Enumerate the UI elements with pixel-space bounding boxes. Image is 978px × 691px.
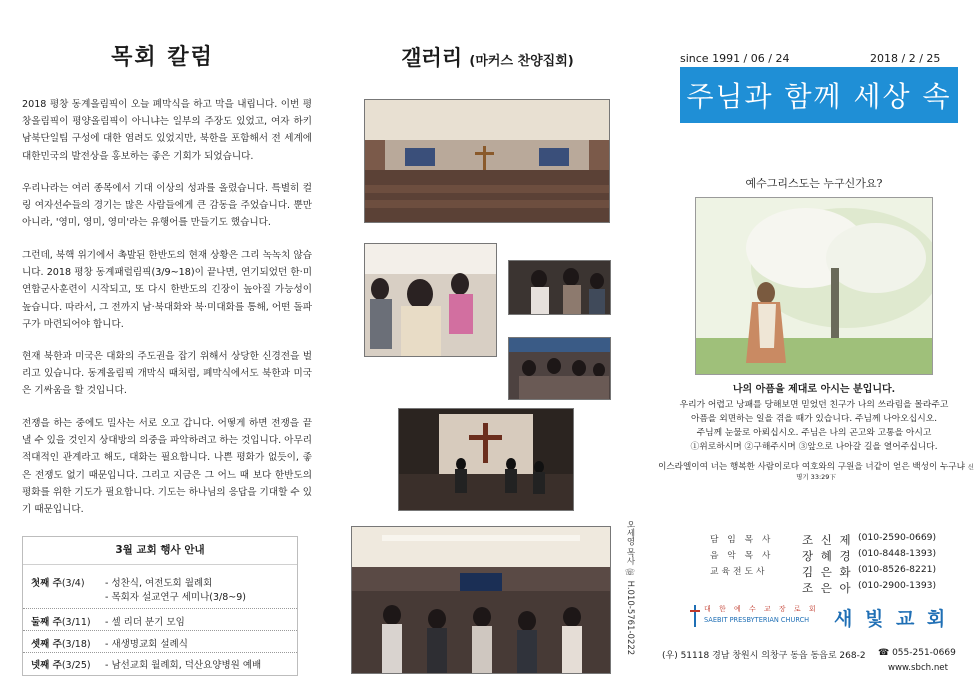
staff-row (710, 532, 970, 548)
staff-name: 조 은 아 (802, 581, 853, 595)
staff-role: 교육전도사 (710, 567, 768, 577)
column-paragraph-4: 현재 북한과 미국은 대화의 주도권을 잡기 위해서 상당한 신경전을 벌리고 있습니다. 동계올림픽 개막식 때처럼, 폐막식에서도 북한과 미국은 기싸움을 할 것입니다. (22, 351, 312, 397)
event-item: - 목회자 설교연구 세미나(3/8~9) (105, 592, 246, 603)
events-week-2 (31, 614, 95, 628)
divider (23, 608, 297, 609)
bulletin-message (650, 382, 978, 454)
bulletin-cover-panel (650, 0, 978, 691)
message-line-3: 주님께 눈물로 아뢰십시오. 주님은 나의 곤고와 고통을 아시고 (696, 428, 932, 438)
gallery-subtitle: (마커스 찬양집회) (469, 54, 574, 69)
staff-row (710, 548, 970, 564)
staff-list (710, 532, 970, 596)
gallery-photo-stage (398, 408, 574, 511)
scripture-quote (658, 460, 974, 482)
worship-image (509, 261, 610, 314)
column-title: 목회 칼럼 (111, 45, 214, 70)
message-line-1: 우리가 어렵고 낭패를 당해보면 믿었던 친구가 나의 쓰라림을 몰라주고 (679, 400, 949, 410)
week-label: 셋째 주 (31, 639, 62, 650)
church-english-name: SAEBIT PRESBYTERIAN CHURCH (704, 616, 810, 624)
pastor-column-panel (0, 0, 325, 691)
events-items-1 (105, 575, 295, 603)
church-logo-icon (690, 605, 700, 627)
gallery-title (325, 42, 650, 72)
worship-image (365, 244, 496, 356)
gallery-photo-worship-3 (508, 337, 611, 400)
quote-text: 이스라엘이여 너는 행복한 사람이로다 여호와의 구원을 너같이 얻은 백성이 누구냐 (658, 462, 965, 472)
events-week-1 (31, 575, 95, 589)
events-items-2 (105, 614, 295, 628)
motto-banner (680, 67, 958, 153)
staff-row (710, 564, 970, 580)
staff-phone: (010-2900-1393) (858, 580, 937, 591)
staff-role: 담 임 목 사 (710, 535, 774, 545)
event-item: - 성찬식, 여전도회 월례회 (105, 578, 213, 589)
gallery-photo-congregation (351, 526, 611, 674)
events-week-3 (31, 636, 95, 650)
staff-name: 장 혜 경 (802, 549, 853, 563)
phone-text: ☎ 055-251-0669 (878, 648, 956, 658)
week-date: (3/11) (61, 617, 91, 628)
question-heading: 예수그리스도는 누구신가요? (745, 177, 883, 190)
staff-row (710, 580, 970, 596)
column-paragraph-5: 전쟁을 하는 중에도 밀사는 서로 오고 갑니다. 어떻게 하면 전쟁을 끝낼 수 있을 것인지 상대방의 의중을 파악하려고 하는 것입니다. 아무리 적대적인 관계라고 해도, 대화는 필요합니다. 나쁜 평화가 없듯이, 좋은 전쟁도 없기 때문입니다. 그리고 지금은 그 어느 때 보다 한반도의 평화를 위한 기도가 필요합니다. 기도는 하나님의 응답을 기대할 수 있기 때문입니다. (22, 418, 312, 516)
message-line-4: ①위로하시며 ②구해주시며 ③앞으로 나아갈 길을 열어주십니다. (690, 442, 938, 452)
gallery-photo-sanctuary (364, 99, 610, 223)
bulletin-date: 2018 / 2 / 25 (870, 52, 941, 65)
gallery-photo-worship-1 (364, 243, 497, 357)
week-date: (3/18) (61, 639, 91, 650)
jesus-image (696, 198, 932, 374)
jesus-illustration (695, 197, 933, 375)
staff-name: 김 은 화 (802, 565, 853, 579)
church-website: www.sbch.net (888, 663, 948, 673)
church-address (662, 648, 956, 661)
column-paragraph-2: 우리나라는 여러 종목에서 기대 이상의 성과를 올렸습니다. 특별히 컬링 여자선수들의 경기는 많은 사람들에게 큰 감동을 주었습니다. 뿐만 아니라, '영미, 영미, 영미'라는 유행어를 만들기도 했습니다. (22, 183, 312, 229)
event-item: - 새생명교회 설례식 (105, 639, 188, 650)
church-identity (690, 602, 970, 632)
sanctuary-image (365, 100, 609, 222)
divider (23, 630, 297, 631)
staff-role: 음 악 목 사 (710, 551, 774, 561)
denomination-label: 대 한 예 수 교 장 로 회 (704, 605, 819, 613)
contact-vertical-note: 오세영 목사 ☏ H.010-5761-0222 (625, 520, 635, 656)
week-label: 첫째 주 (31, 578, 62, 589)
event-item: - 남선교회 월례회, 덕산요양병원 예배 (105, 660, 262, 671)
stage-image (399, 409, 573, 510)
staff-name: 조 신 제 (802, 533, 853, 547)
divider (23, 652, 297, 653)
column-paragraph-3: 그런데, 북핵 위기에서 촉발된 한반도의 현재 상황은 그리 녹녹치 않습니다. 2018 평창 동계패럴림픽(3/9~18)이 끝나면, 연기되었던 한·미 연합군사훈련이 시작되고, 또 다시 한반도의 긴장이 높아질 가능성이 높습니다. 따라서, 그 전까지 남·북대화와 북·미대화를 통해, 어떤 돌파구가 마련되어야 합니다. (22, 250, 312, 330)
staff-phone: (010-8526-8221) (858, 564, 937, 575)
event-item: - 셀 리더 분기 모임 (105, 617, 185, 628)
week-date: (3/4) (61, 578, 85, 589)
march-events-box (22, 536, 298, 676)
motto-text: 주님과 함께 세상 속으로 (686, 80, 952, 153)
quote-reference: 신명기 33:29下 (796, 463, 974, 481)
week-label: 둘째 주 (31, 617, 62, 628)
congregation-image (352, 527, 610, 673)
week-date: (3/25) (61, 660, 91, 671)
week-label: 넷째 주 (31, 660, 62, 671)
church-name: 새 빛 교 회 (834, 608, 949, 630)
worship-image (509, 338, 610, 399)
events-items-4 (105, 657, 295, 671)
address-text: (우) 51118 경남 창원시 의창구 동읍 동읍로 268-2 (662, 651, 866, 661)
since-date: since 1991 / 06 / 24 (680, 52, 790, 65)
message-line-2: 아픔을 외면하는 일을 겪을 때가 있습니다. 주님께 나아오십시오. (690, 414, 938, 424)
staff-phone: (010-2590-0669) (858, 532, 937, 543)
message-heading: 나의 아픔을 제대로 아시는 분입니다. (732, 384, 896, 395)
events-title: 3월 교회 행사 안내 (23, 537, 297, 565)
column-paragraph-1: 2018 평창 동계올림픽이 오늘 폐막식을 하고 막을 내립니다. 이번 평창올림픽이 평양올림픽이 아니냐는 일부의 주장도 있었고, 여자 하키 남북단일팀 구성에 대한 염려도 있었지만, 북한을 포함해서 전 세계에 대한민국의 발전상을 홍보하는 좋은 기회가 되었습니다. (22, 99, 312, 162)
gallery-photo-worship-2 (508, 260, 611, 315)
events-week-4 (31, 657, 95, 671)
events-items-3 (105, 636, 295, 650)
staff-phone: (010-8448-1393) (858, 548, 937, 559)
gallery-title-text: 갤러리 (401, 46, 463, 70)
